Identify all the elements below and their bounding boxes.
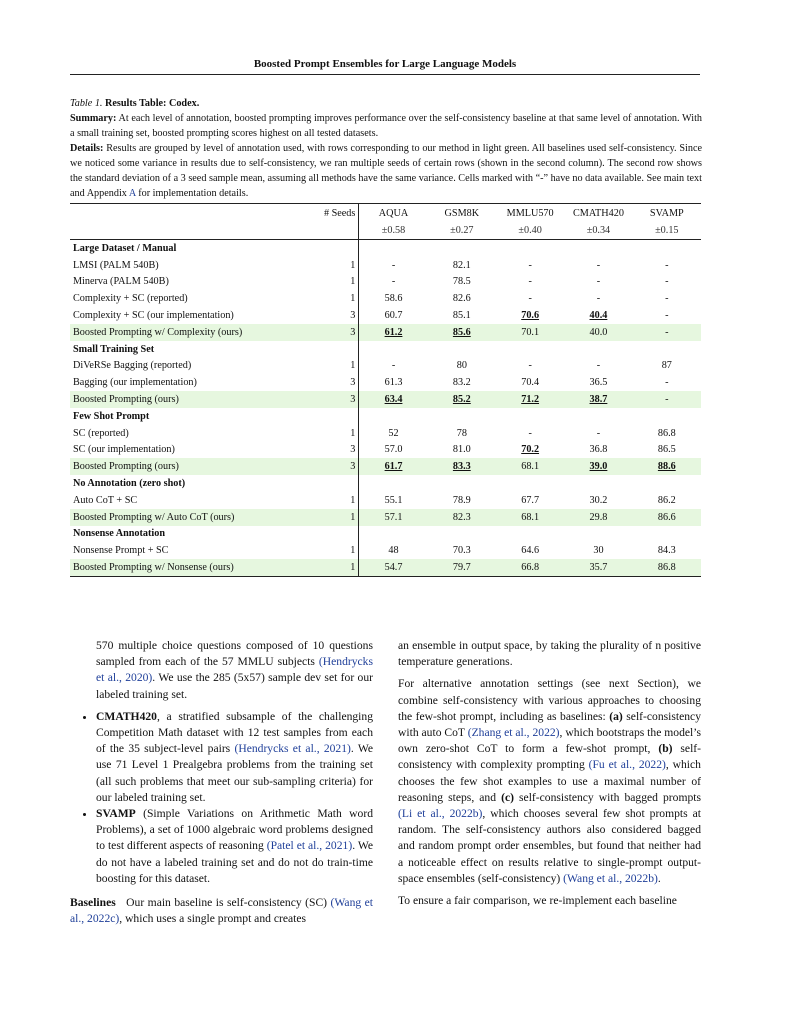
score-cell: 64.6 — [521, 545, 540, 557]
seeds-cell: 1 — [312, 274, 359, 291]
score-cell: 70.1 — [521, 326, 540, 338]
column-std: ±0.58 — [359, 222, 428, 240]
dataset-list — [70, 709, 373, 887]
score-cell: 86.5 — [657, 444, 676, 456]
table-row — [70, 509, 701, 526]
column-header: MMLU570 — [496, 204, 564, 223]
method-name: Complexity + SC (our implementation) — [73, 310, 234, 322]
column-std: ±0.27 — [428, 222, 496, 240]
right-column — [398, 638, 701, 915]
seeds-cell: 3 — [312, 458, 359, 475]
score-cell: 40.4 — [589, 310, 608, 322]
score-cell: 70.2 — [521, 444, 540, 456]
column-header: CMATH420 — [564, 204, 632, 223]
group-title: Large Dataset / Manual — [73, 242, 177, 254]
table-row — [70, 492, 701, 509]
score-cell: 82.6 — [452, 293, 471, 305]
citation-link[interactable]: (Wang et al., 2022c) — [70, 896, 373, 926]
group-header-row — [70, 475, 701, 492]
score-cell: 29.8 — [589, 511, 608, 523]
score-cell: 79.7 — [452, 562, 471, 574]
score-cell: 85.1 — [452, 310, 471, 322]
score-cell: 85.2 — [452, 394, 471, 406]
table-title: Results Table: Codex. — [105, 98, 200, 109]
seeds-cell: 1 — [312, 492, 359, 509]
score-cell: 60.7 — [384, 310, 403, 322]
details-end: for implementation details. — [138, 188, 249, 199]
table-corner — [70, 204, 312, 223]
score-cell: 36.8 — [589, 444, 608, 456]
score-cell: 82.3 — [452, 511, 471, 523]
seeds-cell: 1 — [312, 509, 359, 526]
score-cell: 88.6 — [657, 461, 676, 473]
method-name: Boosted Prompting w/ Auto CoT (ours) — [70, 509, 312, 526]
score-cell: 54.7 — [384, 562, 403, 574]
details-label: Details: — [70, 143, 104, 154]
method-name: Boosted Prompting (ours) — [70, 391, 312, 408]
score-cell: - — [665, 326, 669, 338]
citation-link[interactable]: (Zhang et al., 2022) — [467, 726, 560, 740]
table-row — [70, 324, 701, 341]
table-row — [70, 442, 701, 459]
method-name: DiVeRSe Bagging (reported) — [73, 360, 192, 372]
method-name: LMSI (PALM 540B) — [73, 259, 159, 271]
score-cell: 83.2 — [452, 377, 471, 389]
score-cell: 86.8 — [657, 562, 676, 574]
table-row — [70, 542, 701, 559]
method-name: Minerva (PALM 540B) — [73, 276, 169, 288]
score-cell: 86.8 — [657, 427, 676, 439]
score-cell: 52 — [388, 427, 399, 439]
summary-text: At each level of annotation, boosted prompting improves performance over the self-consistency baseline at that same level of annotation. With a small training set, boosted prompting scores highest on all tested datasets. — [70, 113, 703, 139]
seeds-cell: 1 — [312, 257, 359, 274]
method-name: Boosted Prompting w/ Complexity (ours) — [70, 324, 312, 341]
score-cell: 35.7 — [589, 562, 608, 574]
group-header-row — [70, 408, 701, 425]
method-name: Boosted Prompting w/ Nonsense (ours) — [70, 559, 312, 576]
table-row — [70, 358, 701, 375]
score-cell: 86.2 — [657, 494, 676, 506]
score-cell: 61.3 — [384, 377, 403, 389]
group-title: Nonsense Annotation — [73, 528, 165, 540]
score-cell: 39.0 — [589, 461, 608, 473]
seeds-cell: 1 — [312, 559, 359, 576]
paragraph: To ensure a fair comparison, we re-implement each baseline — [398, 894, 677, 908]
score-cell: - — [665, 276, 669, 288]
score-cell: 86.6 — [657, 511, 676, 523]
column-std: ±0.40 — [496, 222, 564, 240]
score-cell: 57.1 — [384, 511, 403, 523]
summary-label: Summary: — [70, 113, 117, 124]
baselines-paragraph: Baselines Our main baseline is self-consistency (SC) (Wang et al., 2022c), which uses a single prompt and creates — [70, 896, 373, 926]
score-cell: - — [391, 360, 396, 372]
score-cell: 70.4 — [521, 377, 540, 389]
score-cell: - — [665, 310, 669, 322]
column-header: AQUA — [359, 204, 428, 223]
score-cell: 71.2 — [521, 394, 540, 406]
seeds-cell: 1 — [312, 358, 359, 375]
score-cell: 70.3 — [452, 545, 471, 557]
citation-link[interactable]: (Patel et al., 2021) — [266, 839, 353, 853]
score-cell: 58.6 — [384, 293, 403, 305]
score-cell: - — [596, 259, 601, 271]
score-cell: 80 — [456, 360, 467, 372]
seeds-cell: 1 — [312, 542, 359, 559]
group-title: No Annotation (zero shot) — [73, 478, 186, 490]
score-cell: - — [665, 394, 669, 406]
score-cell: 78.9 — [452, 494, 471, 506]
score-cell: 78.5 — [452, 276, 471, 288]
score-cell: 63.4 — [384, 394, 403, 406]
method-name: Nonsense Prompt + SC — [73, 545, 169, 557]
score-cell: 66.8 — [521, 562, 540, 574]
citation-link[interactable]: (Hendrycks et al., 2021) — [234, 742, 351, 756]
score-cell: 61.2 — [384, 326, 403, 338]
seeds-header: # Seeds — [312, 204, 359, 223]
table-row — [70, 425, 701, 442]
score-cell: 48 — [388, 545, 399, 557]
score-cell: 38.7 — [589, 394, 608, 406]
score-cell: - — [596, 427, 601, 439]
method-name: Auto CoT + SC — [73, 494, 138, 506]
group-header-row — [70, 526, 701, 543]
score-cell: - — [665, 259, 669, 271]
score-cell: - — [596, 276, 601, 288]
score-cell: 55.1 — [384, 494, 403, 506]
seeds-cell: 1 — [312, 425, 359, 442]
mmlu-paragraph: 570 multiple choice questions composed of 10 questions sampled from each of the 57 MMLU subjects (Hendrycks et al., 2020). We use the 285 (5x57) sample dev set for our labeled training set. — [96, 639, 373, 701]
left-column — [70, 638, 373, 933]
paragraph: an ensemble in output space, by taking the plurality of n positive temperature generations. — [398, 639, 701, 669]
citation-link[interactable]: (Hendrycks et al., 2020) — [96, 655, 373, 685]
column-header: GSM8K — [428, 204, 496, 223]
table-row — [70, 391, 701, 408]
score-cell: 70.6 — [521, 310, 540, 322]
baselines-heading: Baselines — [70, 896, 116, 910]
results-table — [70, 203, 701, 577]
group-title: Few Shot Prompt — [73, 410, 150, 422]
citation-link[interactable]: (Wang et al., 2022b) — [563, 871, 658, 885]
group-header-row — [70, 240, 701, 257]
score-cell: 36.5 — [589, 377, 608, 389]
table-row — [70, 458, 701, 475]
score-cell: - — [596, 360, 601, 372]
seeds-cell: 3 — [312, 307, 359, 324]
table-caption — [70, 96, 702, 201]
score-cell: - — [528, 293, 532, 305]
score-cell: 57.0 — [384, 444, 403, 456]
score-cell: - — [528, 259, 532, 271]
column-std: ±0.34 — [564, 222, 632, 240]
seeds-cell: 3 — [312, 442, 359, 459]
score-cell: 30.2 — [589, 494, 608, 506]
score-cell: 87 — [661, 360, 672, 372]
appendix-link[interactable]: A — [128, 188, 136, 199]
table-body — [70, 240, 701, 577]
seeds-cell: 3 — [312, 324, 359, 341]
method-name: Complexity + SC (reported) — [73, 293, 188, 305]
citation-link[interactable]: (Li et al., 2022b) — [398, 807, 483, 821]
score-cell: - — [528, 276, 532, 288]
group-header-row — [70, 341, 701, 358]
score-cell: 85.6 — [452, 326, 471, 338]
score-cell: 68.1 — [521, 461, 540, 473]
table-row — [70, 307, 701, 324]
table-row — [70, 374, 701, 391]
score-cell: 78 — [456, 427, 467, 439]
score-cell: 84.3 — [657, 545, 676, 557]
score-cell: 40.0 — [589, 326, 608, 338]
score-cell: - — [528, 360, 532, 372]
method-name: Boosted Prompting (ours) — [70, 458, 312, 475]
score-cell: 81.0 — [452, 444, 471, 456]
method-name: Bagging (our implementation) — [73, 377, 197, 389]
seeds-cell: 3 — [312, 391, 359, 408]
score-cell: 30 — [593, 545, 604, 557]
score-cell: 83.3 — [452, 461, 471, 473]
column-header: SVAMP — [633, 204, 701, 223]
group-title: Small Training Set — [73, 343, 155, 355]
score-cell: 82.1 — [452, 259, 471, 271]
table-row — [70, 559, 701, 576]
score-cell: 68.1 — [521, 511, 540, 523]
score-cell: - — [665, 377, 669, 389]
column-std: ±0.15 — [633, 222, 701, 240]
method-name: SC (our implementation) — [73, 444, 175, 456]
citation-link[interactable]: (Fu et al., 2022) — [588, 758, 666, 772]
running-header: Boosted Prompt Ensembles for Large Language Models — [70, 58, 700, 75]
table-row — [70, 257, 701, 274]
score-cell: - — [391, 276, 396, 288]
paragraph: For alternative annotation settings (see next Section), we combine self-consistency with various approaches to choosing the few-shot prompt, including as baselines: (a) self-consistency with auto CoT (Zhang et al., 2022), which bootstraps the model’s own zero-shot CoT to form a few-shot prompt, (b) self-consistency with complexity prompting (Fu et al., 2022), which chooses the few shot examples to use a maximal number of reasoning steps, and (c) self-consistency with bagged prompts (Li et al., 2022b), which chooses several few shot prompts at random. The self-consistency authors also considered bagged and random prompt order ensembles, but found that neither had a noticeable effect on results relative to single-prompt output-space ensembles (self-consistency) (Wang et al., 2022b). — [398, 677, 702, 885]
score-cell: - — [391, 259, 396, 271]
seeds-cell: 3 — [312, 374, 359, 391]
method-name: SC (reported) — [73, 427, 129, 439]
score-cell: - — [596, 293, 601, 305]
score-cell: 61.7 — [384, 461, 403, 473]
list-item: • CMATH420, a stratified subsample of the challenging Competition Math dataset with 12 test samples from each of the 35 subject-level pairs (Hendrycks et al., 2021). We use 71 Level 1 Prealgebra problems from the training set (all such problems that meet our sub-sampling criteria) for our labeled training set. — [96, 709, 373, 806]
score-cell: 67.7 — [521, 494, 540, 506]
table-label: Table 1. — [70, 98, 103, 109]
details-text: Results are grouped by level of annotation used, with rows corresponding to our method in light green. All baselines used self-consistency. Since we noticed some variance in results due to self-consistency, we ran multiple seeds of certain rows (shown in the second column). The second row shows the standard deviation of a 3 seed sample mean, assuming all methods have the same variance. Cells marked with “-” have no data available. See main text and Appendix — [70, 143, 703, 199]
seeds-cell: 1 — [312, 290, 359, 307]
score-cell: - — [665, 293, 669, 305]
score-cell: - — [528, 427, 532, 439]
table-row — [70, 290, 701, 307]
table-row — [70, 274, 701, 291]
list-item: • SVAMP (Simple Variations on Arithmetic Math word Problems), a set of 1000 algebraic word problems designed to test different aspects of reasoning (Patel et al., 2021). We do not have a labeled training set and do not do train-time boosting for this dataset. — [96, 806, 373, 887]
